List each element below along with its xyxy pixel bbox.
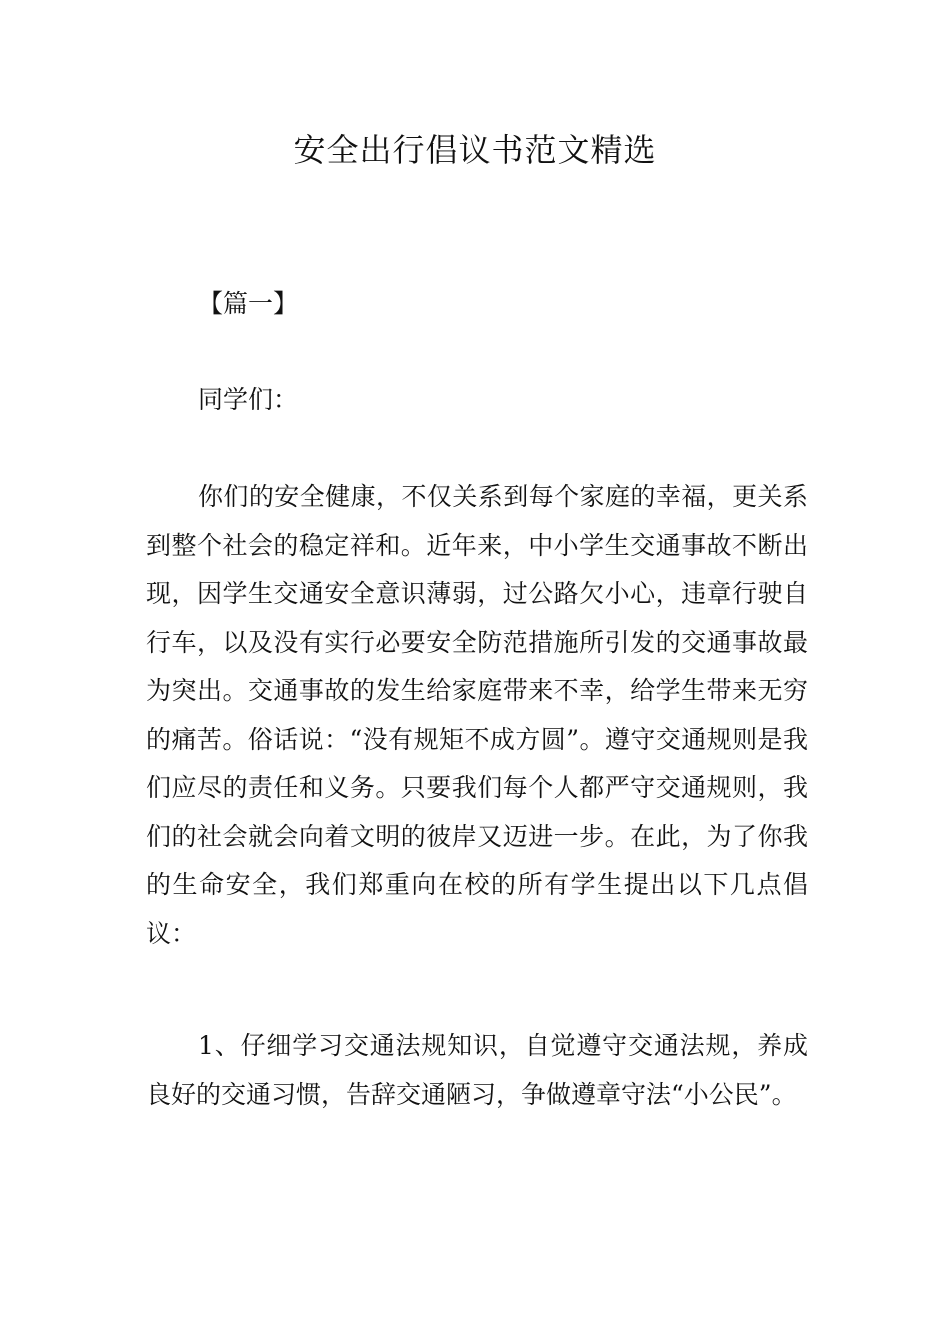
body-paragraph-item-1: 1、仔细学习交通法规知识，自觉遵守交通法规，养成良好的交通习惯，告辞交通陋习，争做遵章守法“小公民”。 [146, 1031, 808, 1109]
document-title: 安全出行倡议书范文精选 [293, 131, 657, 169]
section-label: 【篇一】 [198, 289, 299, 318]
greeting-line: 同学们： [198, 385, 299, 414]
body-paragraph-intro: 你们的安全健康，不仅关系到每个家庭的幸福，更关系到整个社会的稳定祥和。近年来，中小学生交通事故不断出现，因学生交通安全意识薄弱，过公路欠小心，违章行驶自行车，以及没有实行必要安全防范措施所引发的交通事故最为突出。交通事故的发生给家庭带来不幸，给学生带来无穷的痛苦。俗话说：“没有规矩不成方圆”。遵守交通规则是我们应尽的责任和义务。只要我们每个人都严守交通规则，我们的社会就会向着文明的彼岸又迈进一步。在此，为了你我的生命安全，我们郑重向在校的所有学生提出以下几点倡议： [146, 482, 808, 948]
